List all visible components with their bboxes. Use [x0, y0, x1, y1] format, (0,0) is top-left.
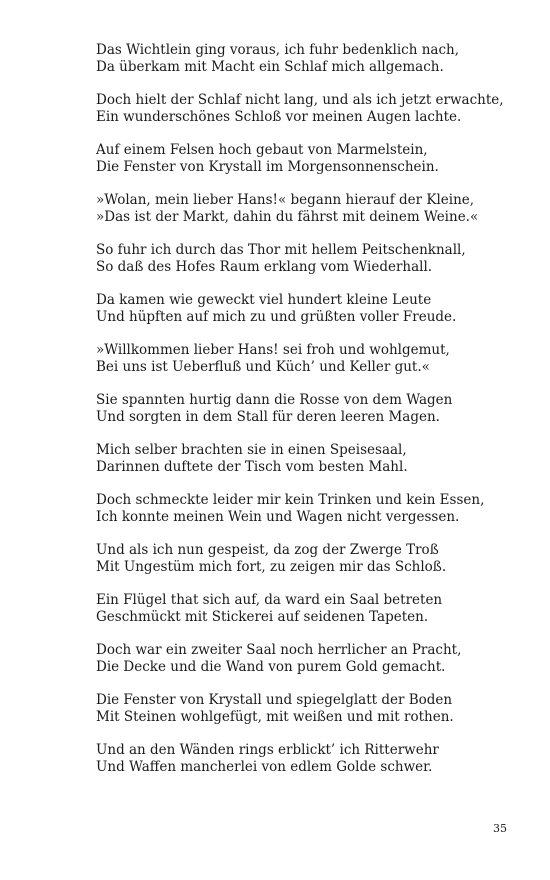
stanza — [96, 192, 536, 226]
verse-line: Doch war ein zweiter Saal noch herrlicher an Pracht, — [96, 642, 462, 658]
page-number: 35 — [493, 822, 507, 835]
verse-line: Bei uns ist Ueberfluß und Küch’ und Keller gut.« — [96, 359, 430, 375]
stanza — [96, 42, 536, 76]
stanza — [96, 742, 536, 776]
verse-line: Und hüpften auf mich zu und grüßten voller Freude. — [96, 309, 457, 325]
verse-line: Mit Steinen wohlgefügt, mit weißen und mit rothen. — [96, 709, 454, 725]
verse-line: Die Decke und die Wand von purem Gold gemacht. — [96, 659, 446, 675]
verse-line: Doch hielt der Schlaf nicht lang, und als ich jetzt erwachte, — [96, 92, 504, 108]
stanza — [96, 292, 536, 326]
stanza — [96, 542, 536, 576]
verse-line: Da kamen wie geweckt viel hundert kleine Leute — [96, 292, 432, 308]
stanza — [96, 642, 536, 676]
verse-line: Darinnen duftete der Tisch vom besten Mahl. — [96, 459, 408, 475]
stanza — [96, 392, 536, 426]
verse-line: So fuhr ich durch das Thor mit hellem Peitschenknall, — [96, 242, 466, 258]
stanza — [96, 342, 536, 376]
verse-line: »Das ist der Markt, dahin du fährst mit deinem Weine.« — [96, 209, 479, 225]
poem-text — [96, 42, 536, 792]
verse-line: Doch schmeckte leider mir kein Trinken und kein Essen, — [96, 492, 485, 508]
verse-line: Ein wunderschönes Schloß vor meinen Augen lachte. — [96, 109, 462, 125]
verse-line: Die Fenster von Krystall im Morgensonnenschein. — [96, 159, 439, 175]
verse-line: Sie spannten hurtig dann die Rosse von dem Wagen — [96, 392, 453, 408]
stanza — [96, 692, 536, 726]
stanza — [96, 242, 536, 276]
verse-line: Das Wichtlein ging voraus, ich fuhr bedenklich nach, — [96, 42, 459, 58]
verse-line: Und sorgten in dem Stall für deren leeren Magen. — [96, 409, 440, 425]
verse-line: Und als ich nun gespeist, da zog der Zwerge Troß — [96, 542, 439, 558]
verse-line: Die Fenster von Krystall und spiegelglatt der Boden — [96, 692, 453, 708]
stanza — [96, 442, 536, 476]
verse-line: Auf einem Felsen hoch gebaut von Marmelstein, — [96, 142, 428, 158]
stanza — [96, 492, 536, 526]
stanza — [96, 592, 536, 626]
verse-line: Mit Ungestüm mich fort, zu zeigen mir das Schloß. — [96, 559, 447, 575]
verse-line: Und an den Wänden rings erblickt’ ich Ritterwehr — [96, 742, 439, 758]
verse-line: Da überkam mit Macht ein Schlaf mich allgemach. — [96, 59, 444, 75]
verse-line: Ein Flügel that sich auf, da ward ein Saal betreten — [96, 592, 443, 608]
verse-line: »Wolan, mein lieber Hans!« begann hierauf der Kleine, — [96, 192, 475, 208]
verse-line: Ich konnte meinen Wein und Wagen nicht vergessen. — [96, 509, 460, 525]
stanza — [96, 142, 536, 176]
verse-line: Geschmückt mit Stickerei auf seidenen Tapeten. — [96, 609, 429, 625]
verse-line: Mich selber brachten sie in einen Speisesaal, — [96, 442, 407, 458]
verse-line: »Willkommen lieber Hans! sei froh und wohlgemut, — [96, 342, 450, 358]
verse-line: Und Waffen mancherlei von edlem Golde schwer. — [96, 759, 433, 775]
stanza — [96, 92, 536, 126]
verse-line: So daß des Hofes Raum erklang vom Wiederhall. — [96, 259, 433, 275]
